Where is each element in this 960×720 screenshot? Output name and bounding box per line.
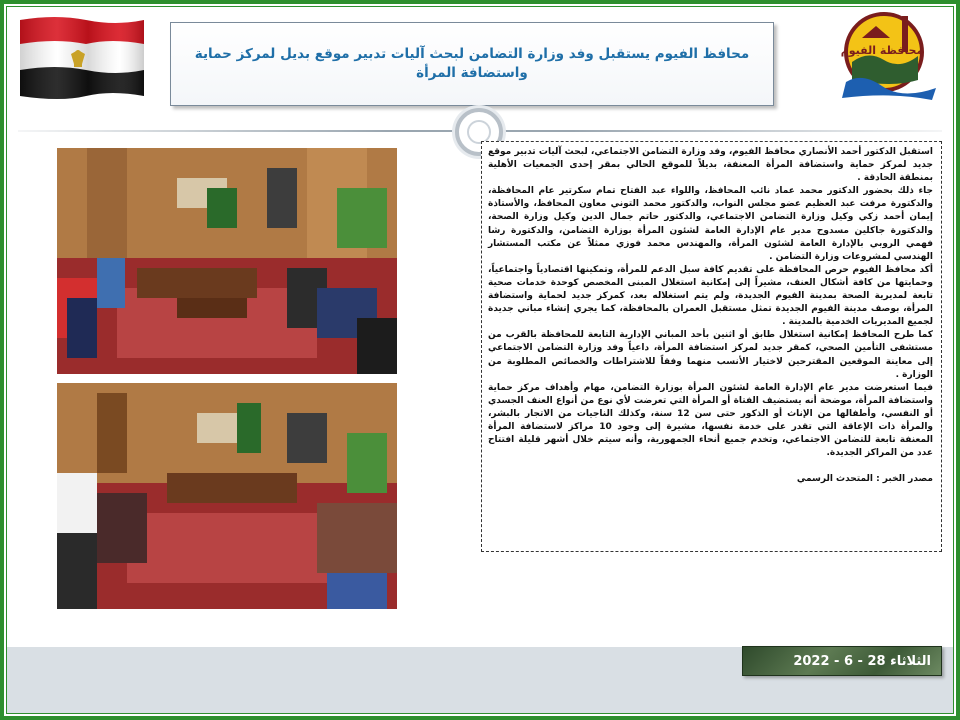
headline: محافظ الفيوم يستقبل وفد وزارة التضامن لبحث آليات تدبير موقع بديل لمركز حماية واستضافة المرأة bbox=[194, 46, 750, 81]
article-paragraph-5: فيما استعرضت مدير عام الإدارة العامة لشئون المرأة بوزارة التضامن، مهام وأهداف مركز حماية واستضافة المرأة، موضحة أنه يستضيف الفتاة أو المرأة التي تعرضت لأي نوع من أنواع العنف الجسدي أو النفسي، وأطفالها من الإناث أو الذكور حتى سن 12 سنة، وكذلك الناجيات من الاتجار بالبشر، والمرأة ذات الإعاقة التي تقدر على خدمة نفسها، مشيرة إلى وجود 10 مراكز لاستضافة المرأة المعنفة تابعة للتضامن الاجتماعي، وتخدم جميع أنحاء الجمهورية، وأنه سيتم خلال أشهر قليلة افتتاح عدد من المراكز الجديدة. bbox=[488, 382, 933, 459]
date-bar bbox=[742, 646, 942, 676]
meeting-photo-1 bbox=[57, 148, 397, 374]
article-paragraph-1: استقبل الدكتور أحمد الأنصاري محافظ الفيوم، وفد وزارة التضامن الاجتماعي، لبحث آليات تدبير موقع جديد لمركز حماية واستضافة المرأة المعنفة، بديلاً للموقع الحالي بمقر إحدى الجمعيات الأهلية بمنطقة الحادقة . bbox=[488, 147, 933, 184]
meeting-photo-2 bbox=[57, 383, 397, 609]
news-source: مصدر الخبر : المتحدث الرسمي bbox=[796, 474, 933, 485]
article-box bbox=[481, 141, 942, 552]
article-paragraph-2: جاء ذلك بحضور الدكتور محمد عماد نائب المحافظ، واللواء عبد الفتاح تمام سكرتير عام المحافظة، والدكتورة مرفت عبد العظيم عضو مجلس النواب، والدكتور محمد التوني معاون المحافظ، والأستاذة إيمان أحمد زكي وكيل وزارة التضامن الاجتماعي، والدكتور حاتم جمال الدين وكيل وزارة الصحة، والدكتورة جاكلين مسدوح مدير عام الإدارة العامة لشئون المرأة بوزارة التضامن، والدكتورة رشا فهمي الروبي بالإدارة العامة لشئون المرأة، والمهندس محمد فوزي ممثلاً عن مكتب المستشار الهندسي لمشروعات وزارة التضامن . bbox=[488, 186, 933, 262]
headline-box bbox=[170, 22, 774, 106]
article-paragraph-4: كما طرح المحافظ إمكانية استغلال طابق أو اثنين بأحد المباني الإدارية التابعة للمحافظة بالقرب من مستشفى التأمين الصحي، كمقر جديد لمركز استضافة المرأة، داعياً وفد وزارة التضامن الاجتماعي إلى معاينة الموقعين المقترحين لاختيار الأنسب منهما وفقاً للاشتراطات والخصائص المطلوبة من الوزارة . bbox=[488, 330, 933, 380]
logo-text: محافظة الفيوم bbox=[840, 44, 924, 57]
egypt-flag-icon bbox=[16, 14, 146, 100]
article-body bbox=[488, 146, 933, 460]
date-text: الثلاثاء 28 - 6 - 2022 bbox=[793, 653, 931, 669]
article-paragraph-3: أكد محافظ الفيوم حرص المحافظة على تقديم كافة سبل الدعم للمرأة، وتمكينها اقتصادياً واجتماعياً، وحمايتها من كافة أشكال العنف، مشيراً إلى إمكانية استغلال المبنى المخصص كوحدة خدمات صحية تابعة لمديرية الصحة بمدينة الفيوم الجديدة، ولم يتم استغلاله بعد، كمركز جديد لحماية واستضافة المرأة، بوصف مدينة الفيوم الجديدة تمثل مستقبل العمران بالمحافظة، كما يجري إنشاء مباني جديدة لجميع المديريات الخدمية بالمدينة . bbox=[488, 264, 933, 328]
fayoum-governorate-logo-icon bbox=[832, 10, 940, 106]
